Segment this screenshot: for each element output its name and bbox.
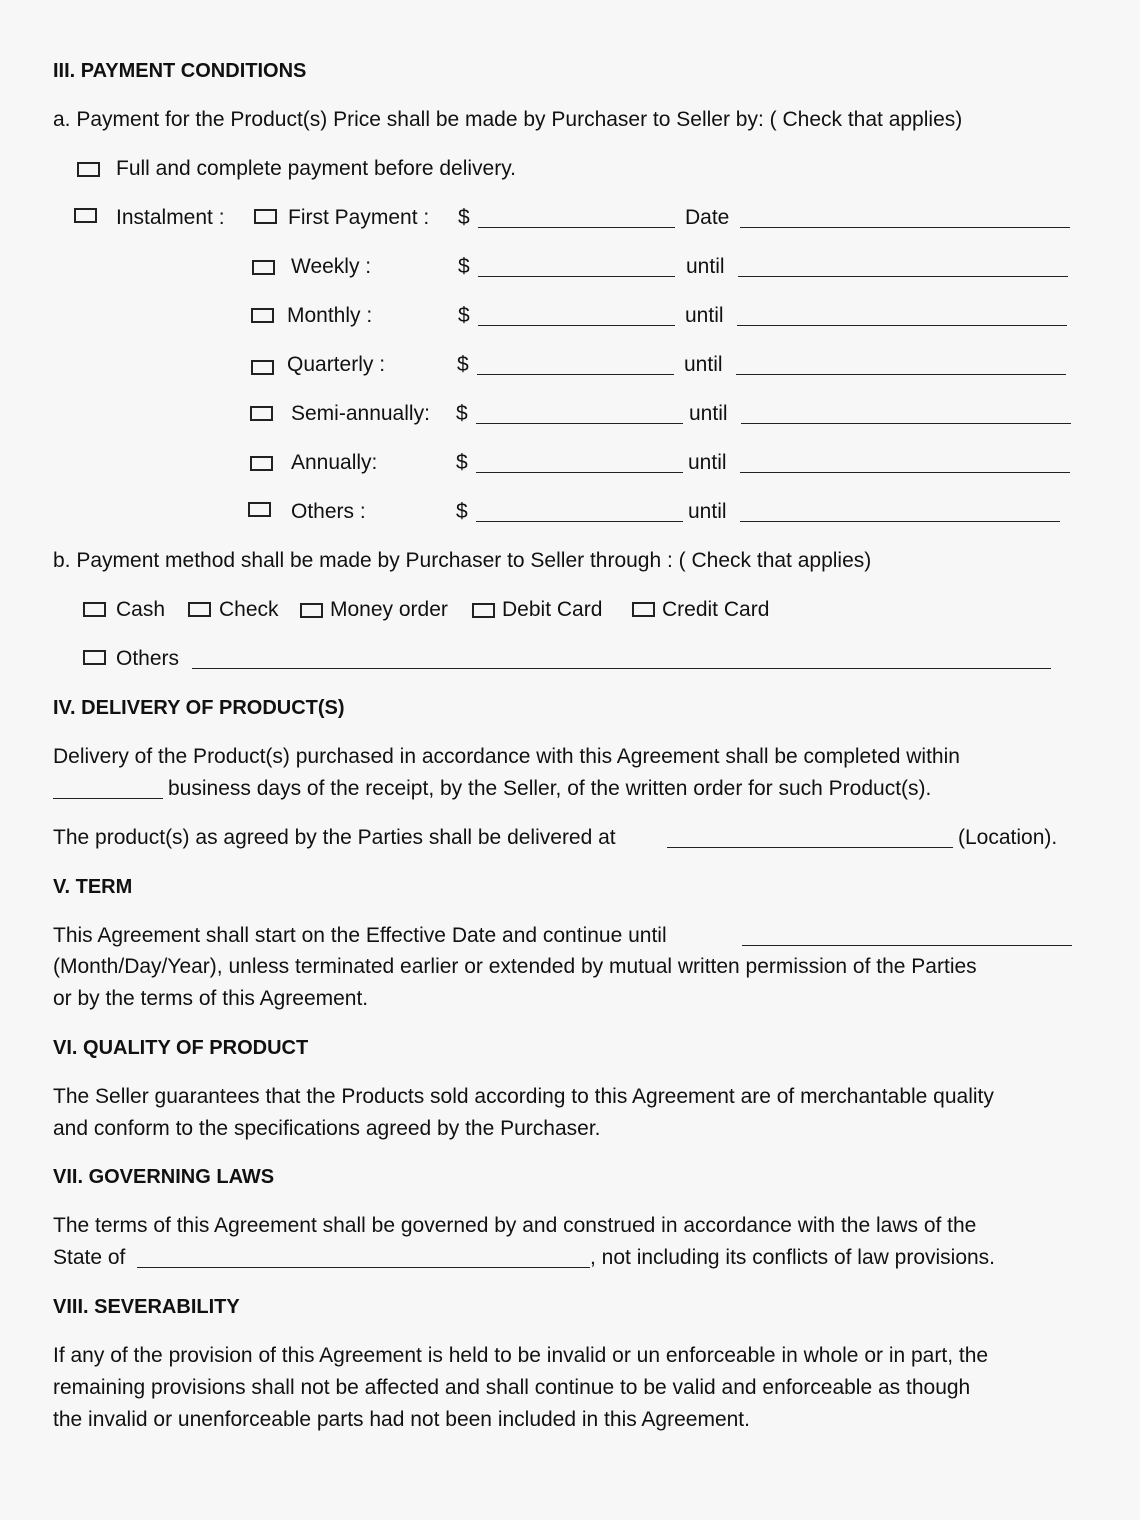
full-payment-label: Full and complete payment before delivery. [116,157,516,180]
laws-state-field[interactable] [137,1267,590,1268]
annually-amount-field[interactable] [476,472,683,473]
semi-annually-label: Semi-annually: [291,402,430,425]
first-payment-label: First Payment : [288,206,430,229]
quarterly-label: Quarterly : [287,353,386,376]
monthly-amount-field[interactable] [478,325,675,326]
check-label: Check [219,598,279,621]
section-heading-payment: III. PAYMENT CONDITIONS [53,60,307,82]
debit-card-label: Debit Card [502,598,603,621]
cash-checkbox[interactable] [83,602,106,617]
weekly-label: Weekly : [291,255,372,278]
semi-annually-until-label: until [689,402,728,425]
term-text-line3: or by the terms of this Agreement. [53,987,369,1010]
semi-annually-checkbox[interactable] [250,406,273,421]
severability-text-line3: the invalid or unenforceable parts had not been included in this Agreement. [53,1408,750,1431]
currency-sign: $ [458,255,470,278]
laws-state-prefix: State of [53,1246,126,1269]
full-payment-checkbox[interactable] [77,162,100,177]
severability-text-line1: If any of the provision of this Agreement is held to be invalid or un enforceable in whole or in part, the [53,1344,989,1367]
delivery-days-field[interactable] [53,798,163,799]
others-method-label: Others [116,647,180,670]
semi-annually-amount-field[interactable] [476,423,683,424]
term-text-line2: (Month/Day/Year), unless terminated earlier or extended by mutual written permission of the Parties [53,955,977,978]
others-instalment-amount-field[interactable] [476,521,683,522]
delivery-location-suffix: (Location). [958,826,1058,849]
others-instalment-until-field[interactable] [740,521,1060,522]
currency-sign: $ [456,451,468,474]
delivery-text-line1: Delivery of the Product(s) purchased in accordance with this Agreement shall be completed within [53,745,960,768]
instalment-label: Instalment : [116,206,225,229]
quality-text-line1: The Seller guarantees that the Products sold according to this Agreement are of merchantable quality [53,1085,994,1108]
debit-card-checkbox[interactable] [472,603,495,618]
weekly-checkbox[interactable] [252,260,275,275]
monthly-until-label: until [685,304,724,327]
quality-text-line2: and conform to the specifications agreed by the Purchaser. [53,1117,601,1140]
money-order-label: Money order [330,598,448,621]
first-payment-checkbox[interactable] [254,209,277,224]
first-payment-date-field[interactable] [740,227,1070,228]
term-text-line1: This Agreement shall start on the Effective Date and continue until [53,924,667,947]
delivery-location-field[interactable] [667,847,953,848]
quarterly-checkbox[interactable] [251,360,274,375]
weekly-amount-field[interactable] [478,276,675,277]
annually-label: Annually: [291,451,378,474]
laws-text-line1: The terms of this Agreement shall be governed by and construed in accordance with the laws of the [53,1214,977,1237]
section-heading-laws: VII. GOVERNING LAWS [53,1166,275,1188]
others-method-field[interactable] [192,668,1051,669]
laws-state-suffix: , not including its conflicts of law provisions. [590,1246,996,1269]
quarterly-until-field[interactable] [736,374,1066,375]
payment-intro-a: a. Payment for the Product(s) Price shall be made by Purchaser to Seller by: ( Check that applies) [53,108,963,131]
first-payment-date-label: Date [685,206,730,229]
annually-checkbox[interactable] [250,456,273,471]
section-heading-severability: VIII. SEVERABILITY [53,1296,240,1318]
check-checkbox[interactable] [188,602,211,617]
others-instalment-until-label: until [688,500,727,523]
weekly-until-label: until [686,255,725,278]
payment-intro-b: b. Payment method shall be made by Purchaser to Seller through : ( Check that applies) [53,549,872,572]
credit-card-label: Credit Card [662,598,770,621]
section-heading-term: V. TERM [53,876,133,898]
delivery-location-prefix: The product(s) as agreed by the Parties shall be delivered at [53,826,616,849]
cash-label: Cash [116,598,166,621]
currency-sign: $ [457,353,469,376]
weekly-until-field[interactable] [738,276,1068,277]
currency-sign: $ [458,206,470,229]
others-instalment-label: Others : [291,500,366,523]
currency-sign: $ [456,402,468,425]
currency-sign: $ [456,500,468,523]
others-instalment-checkbox[interactable] [248,502,271,517]
monthly-checkbox[interactable] [251,308,274,323]
instalment-checkbox[interactable] [74,208,97,223]
first-payment-amount-field[interactable] [478,227,675,228]
quarterly-amount-field[interactable] [477,374,674,375]
monthly-label: Monthly : [287,304,373,327]
monthly-until-field[interactable] [737,325,1067,326]
section-heading-quality: VI. QUALITY OF PRODUCT [53,1037,309,1059]
annually-until-label: until [688,451,727,474]
quarterly-until-label: until [684,353,723,376]
credit-card-checkbox[interactable] [632,602,655,617]
annually-until-field[interactable] [740,472,1070,473]
money-order-checkbox[interactable] [300,603,323,618]
severability-text-line2: remaining provisions shall not be affected and shall continue to be valid and enforceable as though [53,1376,971,1399]
others-method-checkbox[interactable] [83,650,106,665]
section-heading-delivery: IV. DELIVERY OF PRODUCT(S) [53,697,345,719]
currency-sign: $ [458,304,470,327]
delivery-text-line2: business days of the receipt, by the Seller, of the written order for such Product(s). [168,777,932,800]
semi-annually-until-field[interactable] [741,423,1071,424]
term-end-date-field[interactable] [742,945,1072,946]
